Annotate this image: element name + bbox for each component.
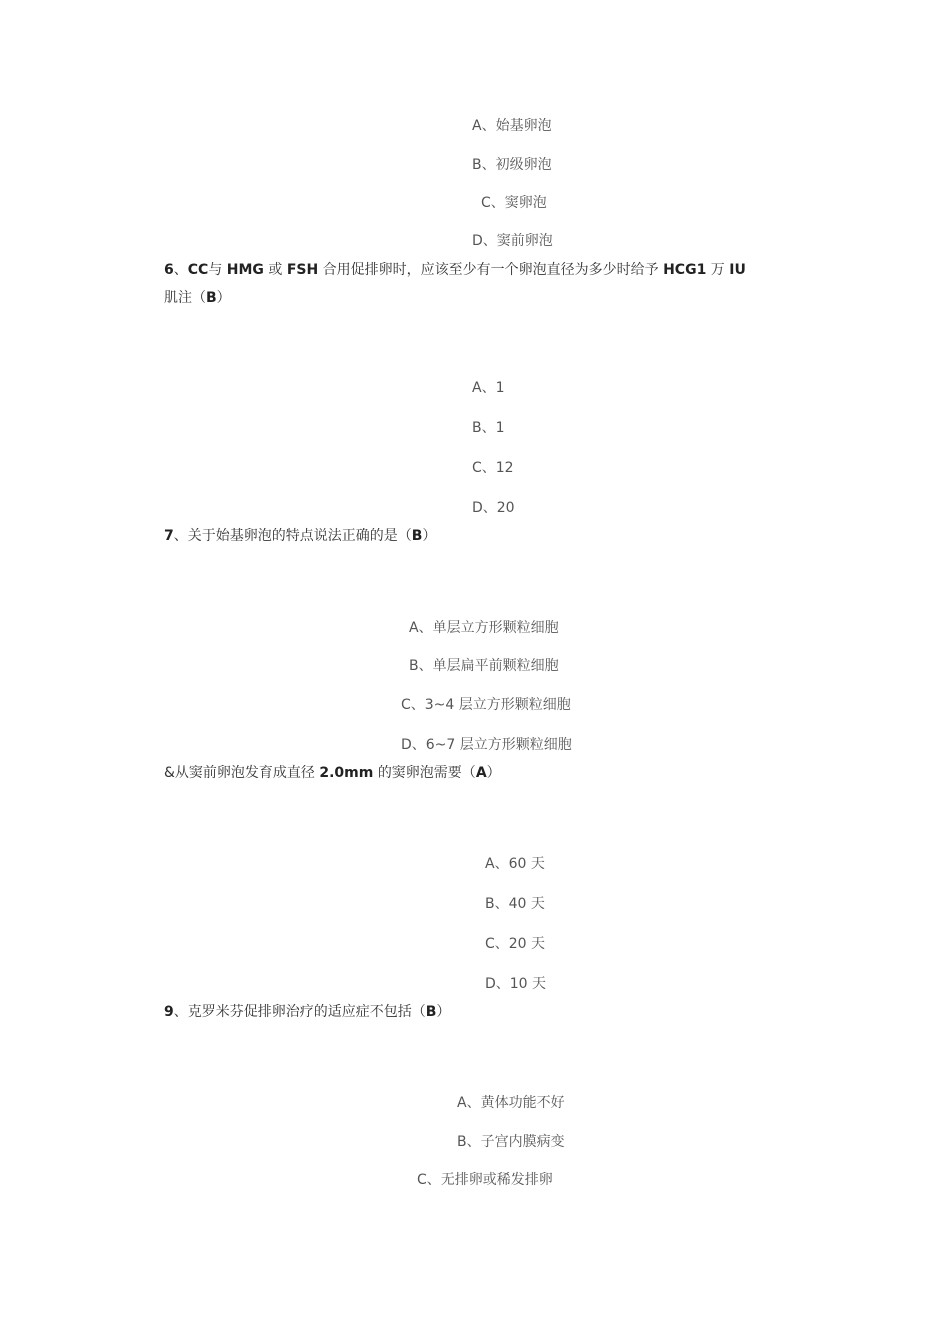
q6-option-d: D、20 xyxy=(472,500,515,516)
question-7-stem: 7、关于始基卵泡的特点说法正确的是（B） xyxy=(164,528,437,544)
q7-option-b: B、单层扁平前颗粒细胞 xyxy=(409,658,559,674)
q9-option-c: C、无排卵或稀发排卵 xyxy=(417,1172,553,1188)
q5-option-a: A、始基卵泡 xyxy=(472,118,552,134)
question-number: 6 xyxy=(164,262,174,278)
question-6-stem: 6、CC与 HMG 或 FSH 合用促排卵时，应该至少有一个卵泡直径为多少时给予 HCG1 万 IU 肌注（B） xyxy=(164,262,746,306)
q8-option-b: B、40 天 xyxy=(485,896,545,912)
q5-option-c: C、窦卵泡 xyxy=(481,195,547,211)
q9-option-b: B、子宫内膜病变 xyxy=(457,1134,565,1150)
question-number: 7 xyxy=(164,528,174,544)
q7-option-d: D、6~7 层立方形颗粒细胞 xyxy=(401,737,572,753)
q8-option-a: A、60 天 xyxy=(485,856,545,872)
q5-option-d: D、窦前卵泡 xyxy=(472,233,553,249)
q7-option-c: C、3~4 层立方形颗粒细胞 xyxy=(401,697,571,713)
q6-option-b: B、1 xyxy=(472,420,505,436)
answer-key: A xyxy=(475,765,487,781)
answer-key: B xyxy=(206,290,217,306)
q6-option-a: A、1 xyxy=(472,380,505,396)
q8-option-c: C、20 天 xyxy=(485,936,546,952)
question-9-stem: 9、克罗米芬促排卵治疗的适应症不包括（B） xyxy=(164,1004,451,1020)
answer-key: B xyxy=(411,528,423,544)
question-8-stem: &从窦前卵泡发育成直径 2.0mm 的窦卵泡需要（A） xyxy=(164,765,501,781)
q7-option-a: A、单层立方形颗粒细胞 xyxy=(409,620,559,636)
question-number: 9 xyxy=(164,1004,174,1020)
q9-option-a: A、黄体功能不好 xyxy=(457,1095,565,1111)
q6-option-c: C、12 xyxy=(472,460,514,476)
answer-key: B xyxy=(425,1004,437,1020)
q8-option-d: D、10 天 xyxy=(485,976,547,992)
q5-option-b: B、初级卵泡 xyxy=(472,157,552,173)
